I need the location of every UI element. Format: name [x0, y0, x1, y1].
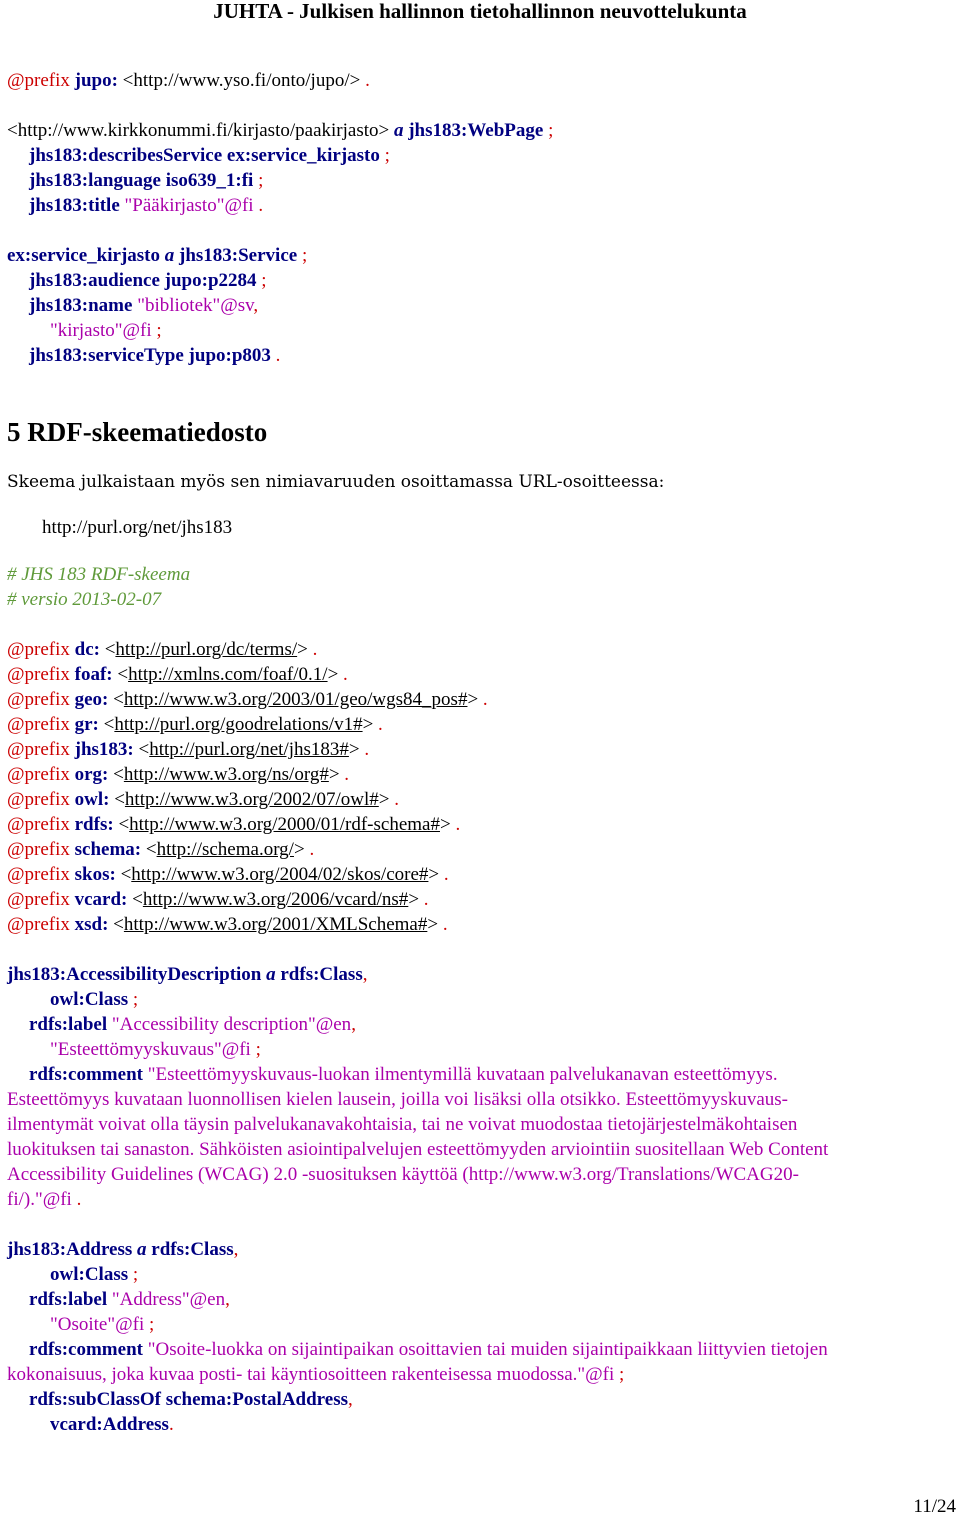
prefix-namespace: rdfs:	[74, 814, 114, 835]
predicate: rdfs:comment	[29, 1339, 143, 1360]
prefix-line: @prefix xsd: <http://www.w3.org/2001/XMLSchema#> .	[7, 914, 448, 935]
code-line-describes-service	[29, 143, 390, 168]
statement-end: .	[76, 1189, 82, 1210]
prefix-line: @prefix schema: <http://schema.org/> .	[7, 839, 315, 860]
code-line-accessibility-subject	[7, 962, 367, 987]
predicate: rdfs:comment	[29, 1064, 143, 1085]
predicate: rdfs:label	[29, 1289, 108, 1310]
prefix-line: @prefix vcard: <http://www.w3.org/2006/vcard/ns#> .	[7, 889, 429, 910]
prefix-keyword: @prefix	[7, 70, 70, 91]
statement-end: .	[275, 345, 281, 366]
literal: "kirjasto"@fi	[50, 320, 152, 341]
object: schema:PostalAddress	[165, 1389, 348, 1410]
prefix-keyword: @prefix	[7, 664, 70, 685]
literal: "Address"@en	[111, 1289, 226, 1310]
comma: ,	[348, 1389, 353, 1410]
section-heading: 5 RDF-skeematiedosto	[7, 417, 268, 447]
code-line-name	[29, 293, 258, 318]
comma: ,	[233, 1239, 239, 1260]
prefix-keyword: @prefix	[7, 739, 70, 760]
subject: ex:service_kirjasto	[7, 245, 160, 266]
prefix-line: @prefix dc: <http://purl.org/dc/terms/> .	[7, 639, 318, 660]
statement-end: .	[442, 914, 448, 935]
code-line-language	[29, 168, 263, 193]
subject: jhs183:Address	[7, 1239, 133, 1260]
statement-end: .	[378, 714, 383, 735]
prefix-line: @prefix jhs183: <http://purl.org/net/jhs183#> .	[7, 739, 370, 760]
literal: "Osoite-luokka on sijaintipaikan osoittavien tai muiden sijaintipaikkaan liittyvien tietojen	[147, 1339, 828, 1360]
prefix-uri-link[interactable]: http://www.w3.org/2004/02/skos/core#	[131, 864, 429, 885]
type-name: jhs183:WebPage	[408, 120, 544, 141]
prefix-keyword: @prefix	[7, 914, 70, 935]
schema-url: http://purl.org/net/jhs183	[42, 517, 233, 538]
semicolon: ;	[148, 1314, 155, 1335]
code-line-audience	[29, 268, 267, 293]
type-keyword: a	[266, 964, 276, 985]
prefix-namespace: schema:	[74, 839, 142, 860]
statement-end: .	[394, 789, 400, 810]
semicolon: ;	[301, 245, 308, 266]
prefix-uri-link[interactable]: http://www.w3.org/2003/01/geo/wgs84_pos#	[123, 689, 468, 710]
predicate: jhs183:audience	[29, 270, 160, 291]
comma: ,	[253, 295, 259, 316]
prefix-namespace: jupo:	[74, 70, 118, 91]
code-line-service-type	[29, 343, 280, 368]
prefix-uri-link[interactable]: http://schema.org/	[156, 839, 294, 860]
prefix-line: @prefix org: <http://www.w3.org/ns/org#> .	[7, 764, 350, 785]
prefix-namespace: geo:	[74, 689, 109, 710]
code-line-address-subject	[7, 1237, 238, 1262]
prefix-uri-link[interactable]: http://purl.org/net/jhs183#	[149, 739, 349, 760]
object: jupo:p803	[188, 345, 271, 366]
literal: "Pääkirjasto"@fi	[124, 195, 254, 216]
code-line-label-fi	[50, 1312, 154, 1337]
prefix-uri-link[interactable]: http://www.w3.org/2006/vcard/ns#	[142, 889, 409, 910]
prefix-keyword: @prefix	[7, 864, 70, 885]
code-line-name-fi	[50, 318, 162, 343]
predicate: jhs183:describesService	[29, 145, 223, 166]
code-line-title	[29, 193, 263, 218]
prefix-namespace: dc:	[74, 639, 100, 660]
prefix-line: @prefix foaf: <http://xmlns.com/foaf/0.1/> .	[7, 664, 348, 685]
code-line-owl-class	[50, 987, 138, 1012]
type-name: rdfs:Class	[151, 1239, 234, 1260]
comment-continuation: Esteettömyys kuvataan luonnollisen kielen lausein, joilla voi lisäksi olla otsikko. Esteettömyyskuvaus-	[7, 1089, 788, 1110]
literal: "bibliotek"@sv	[137, 295, 254, 316]
code-line-owl-class	[50, 1262, 138, 1287]
type-keyword: a	[137, 1239, 147, 1260]
prefix-namespace: gr:	[74, 714, 99, 735]
object: jupo:p2284	[164, 270, 257, 291]
comment-continuation-last	[7, 1362, 624, 1387]
literal: kokonaisuus, joka kuvaa posti- tai käyntiosoitteen rakenteisessa muodossa."@fi	[7, 1364, 615, 1385]
prefix-line: @prefix owl: <http://www.w3.org/2002/07/owl#> .	[7, 789, 400, 810]
prefix-keyword: @prefix	[7, 764, 70, 785]
prefix-namespace: jhs183:	[74, 739, 134, 760]
prefix-namespace: foaf:	[74, 664, 113, 685]
prefix-uri-link[interactable]: http://www.w3.org/ns/org#	[123, 764, 329, 785]
comment-line: # JHS 183 RDF-skeema	[7, 564, 191, 585]
code-line-subject-service	[7, 243, 307, 268]
semicolon: ;	[132, 1264, 139, 1285]
prefix-keyword: @prefix	[7, 889, 70, 910]
object: iso639_1:fi	[165, 170, 254, 191]
predicate: jhs183:language	[29, 170, 161, 191]
predicate: rdfs:label	[29, 1014, 108, 1035]
comment-continuation: ilmentymät voivat olla täysin palvelukanavakohtaisia, tai ne voivat muodostaa tietojärjestelmäkohtaisen	[7, 1114, 798, 1135]
code-line-subject-webpage	[7, 118, 553, 143]
code-line-subclass-2	[50, 1412, 174, 1437]
subject-uri: <http://www.kirkkonummi.fi/kirjasto/paakirjasto>	[7, 120, 390, 141]
type-name: owl:Class	[50, 989, 129, 1010]
prefix-uri-link[interactable]: http://purl.org/goodrelations/v1#	[114, 714, 363, 735]
prefix-keyword: @prefix	[7, 789, 70, 810]
semicolon: ;	[258, 170, 264, 191]
prefix-uri-link[interactable]: http://www.w3.org/2001/XMLSchema#	[123, 914, 428, 935]
literal: "Esteettömyyskuvaus"@fi	[50, 1039, 251, 1060]
page-header: JUHTA - Julkisen hallinnon tietohallinnon neuvottelukunta	[213, 0, 747, 23]
prefix-line: @prefix gr: <http://purl.org/goodrelations/v1#> .	[7, 714, 383, 735]
predicate: jhs183:name	[29, 295, 133, 316]
type-keyword: a	[393, 120, 404, 141]
comment-continuation: Accessibility Guidelines (WCAG) 2.0 -suosituksen käyttöä (http://www.w3.org/Translations/WCAG20-	[7, 1164, 799, 1185]
prefix-uri: <http://www.yso.fi/onto/jupo/>	[122, 70, 361, 91]
code-line-comment	[29, 1062, 778, 1087]
statement-end: .	[423, 889, 429, 910]
literal: "Osoite"@fi	[50, 1314, 145, 1335]
semicolon: ;	[548, 120, 554, 141]
statement-end: .	[168, 1414, 174, 1435]
statement-end: .	[343, 664, 348, 685]
statement-end: .	[443, 864, 449, 885]
comma: ,	[225, 1289, 230, 1310]
prefix-keyword: @prefix	[7, 814, 70, 835]
prefix-namespace: org:	[74, 764, 109, 785]
statement-end: .	[365, 70, 370, 91]
code-line-comment	[29, 1337, 828, 1362]
prefix-line: @prefix geo: <http://www.w3.org/2003/01/geo/wgs84_pos#> .	[7, 689, 488, 710]
page-number: 11/24	[913, 1496, 956, 1517]
prefix-namespace: skos:	[74, 864, 116, 885]
semicolon: ;	[132, 989, 139, 1010]
semicolon: ;	[261, 270, 267, 291]
type-name: jhs183:Service	[179, 245, 298, 266]
semicolon: ;	[384, 145, 390, 166]
subject: jhs183:AccessibilityDescription	[7, 964, 262, 985]
code-line-prefix-jupo	[7, 68, 370, 93]
literal: "Accessibility description"@en	[111, 1014, 352, 1035]
statement-end: .	[312, 639, 318, 660]
code-line-subclass	[29, 1387, 353, 1412]
prefix-uri-link[interactable]: http://xmlns.com/foaf/0.1/	[128, 664, 328, 685]
comment-line: # versio 2013-02-07	[7, 589, 162, 610]
object: ex:service_kirjasto	[226, 145, 380, 166]
code-line-label-fi	[50, 1037, 261, 1062]
prefix-namespace: xsd:	[74, 914, 109, 935]
prefix-uri-link[interactable]: http://www.w3.org/2002/07/owl#	[124, 789, 379, 810]
statement-end: .	[258, 195, 264, 216]
prefix-keyword: @prefix	[7, 689, 70, 710]
statement-end: .	[344, 764, 350, 785]
predicate: jhs183:title	[29, 195, 120, 216]
literal: "Esteettömyyskuvaus-luokan ilmentymillä kuvataan palvelukanavan esteettömyys.	[147, 1064, 778, 1085]
type-keyword: a	[164, 245, 175, 266]
comment-continuation: luokituksen tai sanaston. Sähköisten asiointipalvelujen esteettömyyden arviointiin suositellaan Web Content	[7, 1139, 829, 1160]
comment-continuation-last	[7, 1187, 81, 1212]
code-line-label-en	[29, 1012, 356, 1037]
semicolon: ;	[156, 320, 162, 341]
prefix-uri-link[interactable]: http://purl.org/dc/terms/	[115, 639, 298, 660]
prefix-line: @prefix rdfs: <http://www.w3.org/2000/01/rdf-schema#> .	[7, 814, 461, 835]
section-intro: Skeema julkaistaan myös sen nimiavaruuden osoittamassa URL-osoitteessa:	[7, 472, 665, 492]
prefix-line: @prefix skos: <http://www.w3.org/2004/02/skos/core#> .	[7, 864, 449, 885]
prefix-namespace: vcard:	[74, 889, 128, 910]
prefix-keyword: @prefix	[7, 839, 70, 860]
code-line-label-en	[29, 1287, 230, 1312]
prefix-namespace: owl:	[74, 789, 110, 810]
statement-end: .	[364, 739, 370, 760]
predicate: rdfs:subClassOf	[29, 1389, 161, 1410]
predicate: jhs183:serviceType	[29, 345, 184, 366]
statement-end: .	[482, 689, 488, 710]
type-name: owl:Class	[50, 1264, 129, 1285]
literal: fi/)."@fi	[7, 1189, 72, 1210]
prefix-keyword: @prefix	[7, 639, 70, 660]
comma: ,	[351, 1014, 356, 1035]
object: vcard:Address	[50, 1414, 169, 1435]
prefix-uri-link[interactable]: http://www.w3.org/2000/01/rdf-schema#	[129, 814, 440, 835]
prefix-keyword: @prefix	[7, 714, 70, 735]
semicolon: ;	[255, 1039, 261, 1060]
semicolon: ;	[619, 1364, 625, 1385]
statement-end: .	[309, 839, 315, 860]
comma: ,	[362, 964, 368, 985]
statement-end: .	[455, 814, 461, 835]
type-name: rdfs:Class	[280, 964, 363, 985]
